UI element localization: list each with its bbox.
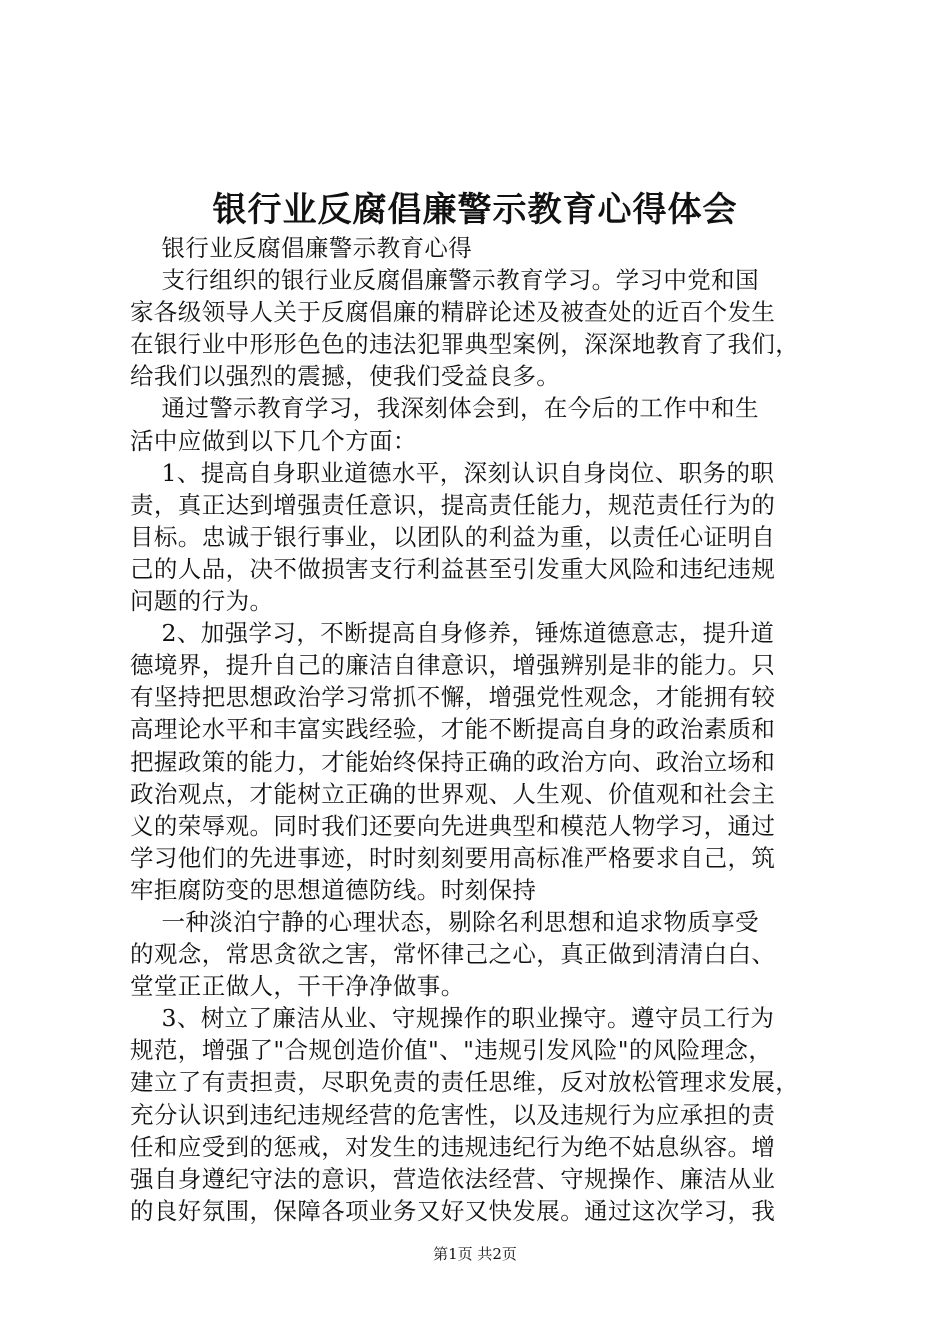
body-line: 规范，增强了"合规创造价值"、"违规引发风险"的风险理念， xyxy=(130,1036,773,1065)
body-line: 的观念，常思贪欲之害，常怀律己之心，真正做到清清白白、 xyxy=(130,940,776,969)
body-line: 一种淡泊宁静的心理状态，剔除名利思想和追求物质享受 xyxy=(130,907,759,936)
body-line: 家各级领导人关于反腐倡廉的精辟论述及被查处的近百个发生 xyxy=(130,298,776,327)
body-line: 责，真正达到增强责任意识，提高责任能力，规范责任行为的 xyxy=(130,490,776,519)
body-line: 1、提高自身职业道德水平，深刻认识自身岗位、职务的职 xyxy=(130,458,775,487)
body-line: 充分认识到违纪违规经营的危害性，以及违规行为应承担的责 xyxy=(130,1100,776,1129)
body-line: 把握政策的能力，才能始终保持正确的政治方向、政治立场和 xyxy=(130,747,776,776)
body-line: 支行组织的银行业反腐倡廉警示教育学习。学习中党和国 xyxy=(130,266,759,295)
body-line: 2、加强学习，不断提高自身修养，锤炼道德意志，提升道 xyxy=(130,619,775,648)
body-line: 活中应做到以下几个方面： xyxy=(130,426,417,455)
body-line: 银行业反腐倡廉警示教育心得 xyxy=(130,234,473,262)
body-line: 任和应受到的惩戒，对发生的违规违纪行为绝不姑息纵容。增 xyxy=(130,1132,776,1161)
body-line: 强自身遵纪守法的意识，营造依法经营、守规操作、廉洁从业 xyxy=(130,1164,776,1193)
body-line: 的良好氛围，保障各项业务又好又快发展。通过这次学习，我 xyxy=(130,1196,776,1225)
body-line: 在银行业中形形色色的违法犯罪典型案例，深深地教育了我们， xyxy=(130,330,800,359)
body-line: 有坚持把思想政治学习常抓不懈，增强党性观念，才能拥有较 xyxy=(130,683,776,712)
body-line: 给我们以强烈的震撼，使我们受益良多。 xyxy=(130,362,561,391)
body-line: 通过警示教育学习，我深刻体会到，在今后的工作中和生 xyxy=(130,394,759,423)
body-line: 建立了有责担责，尽职免责的责任思维，反对放松管理求发展， xyxy=(130,1068,800,1097)
body-line: 义的荣辱观。同时我们还要向先进典型和模范人物学习，通过 xyxy=(130,811,776,840)
body-line: 政治观点，才能树立正确的世界观、人生观、价值观和社会主 xyxy=(130,779,776,808)
body-line: 己的人品，决不做损害支行利益甚至引发重大风险和违纪违规 xyxy=(130,554,776,583)
body-line: 3、树立了廉洁从业、守规操作的职业操守。遵守员工行为 xyxy=(130,1004,775,1033)
body-line: 高理论水平和丰富实践经验，才能不断提高自身的政治素质和 xyxy=(130,715,776,744)
body-line: 目标。忠诚于银行事业，以团队的利益为重，以责任心证明自 xyxy=(130,522,776,551)
body-line: 牢拒腐防变的思想道德防线。时刻保持 xyxy=(130,875,537,904)
body-line: 学习他们的先进事迹，时时刻刻要用高标准严格要求自己，筑 xyxy=(130,843,776,872)
body-line: 问题的行为。 xyxy=(130,587,274,616)
body-line: 德境界，提升自己的廉洁自律意识，增强辨别是非的能力。只 xyxy=(130,651,776,680)
page-footer: 第1页 共2页 xyxy=(433,1245,517,1263)
body-line: 堂堂正正做人，干干净净做事。 xyxy=(130,972,465,1001)
document-title: 银行业反腐倡廉警示教育心得体会 xyxy=(212,190,738,230)
document-body xyxy=(130,232,830,1227)
